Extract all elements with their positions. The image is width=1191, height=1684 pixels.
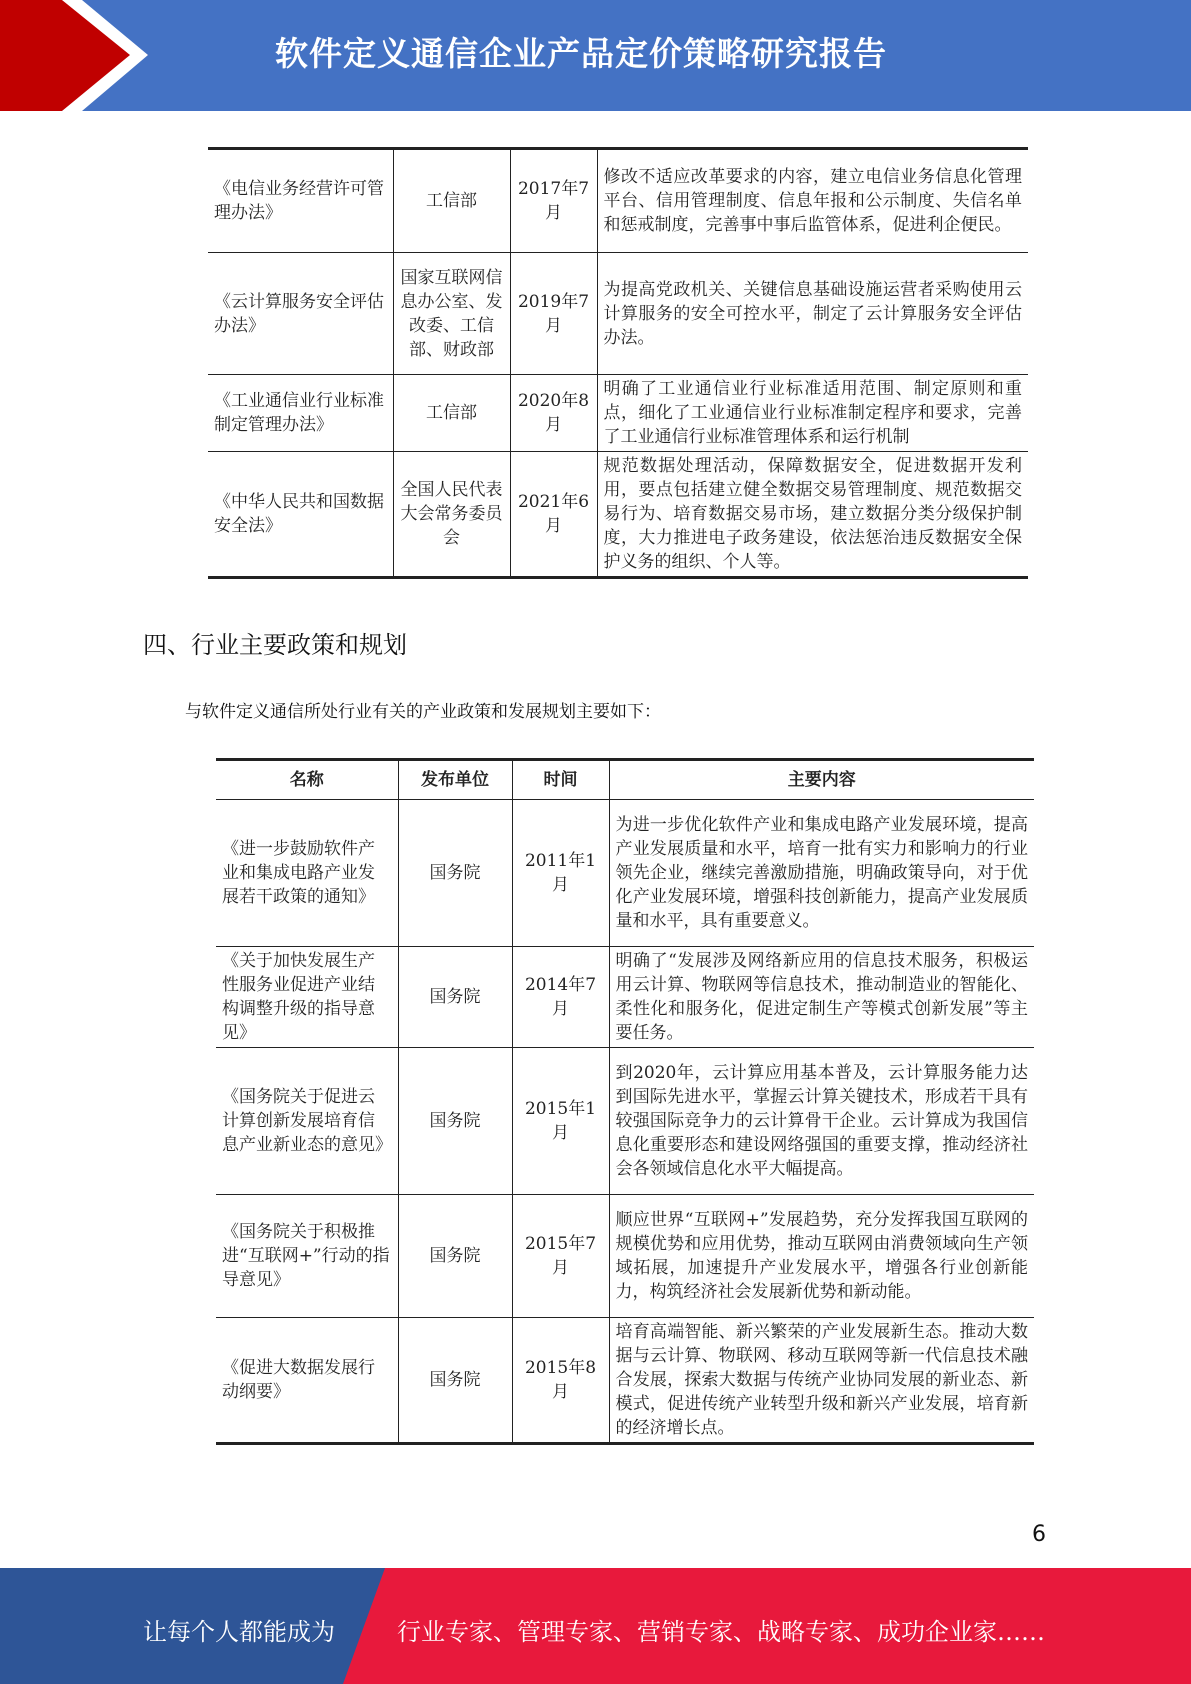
policy-content: 为进一步优化软件产业和集成电路产业发展环境，提高产业发展质量和水平，培育一批有实力和影响力的行业领先企业，继续完善激励措施，明确政策导向，对于优化产业发展环境，增强科技创新能力，提高产业发展质量和水平，具有重要意义。 (609, 800, 1034, 947)
table-row (208, 149, 1028, 253)
policies-table (216, 758, 1034, 1445)
column-header-content: 主要内容 (609, 760, 1034, 800)
regulation-content: 修改不适应改革要求的内容，建立电信业务信息化管理平台、信用管理制度、信息年报和公示制度、失信名单和惩戒制度，完善事中事后监管体系，促进利企便民。 (597, 149, 1028, 253)
policy-issuer: 国务院 (398, 800, 512, 947)
page-number: 6 (1032, 1522, 1046, 1547)
regulation-issuer: 国家互联网信息办公室、发改委、工信部、财政部 (393, 253, 510, 375)
regulation-issuer: 工信部 (393, 375, 510, 452)
regulation-name: 《电信业务经营许可管理办法》 (208, 149, 393, 253)
regulation-issuer: 全国人民代表大会常务委员会 (393, 452, 510, 578)
policy-content: 培育高端智能、新兴繁荣的产业发展新生态。推动大数据与云计算、物联网、移动互联网等新一代信息技术融合发展，探索大数据与传统产业协同发展的新业态、新模式，促进传统产业转型升级和新兴产业发展，培育新的经济增长点。 (609, 1318, 1034, 1444)
policy-issuer: 国务院 (398, 947, 512, 1048)
table-row (208, 452, 1028, 578)
policy-name: 《促进大数据发展行动纲要》 (216, 1318, 398, 1444)
policy-name: 《关于加快发展生产性服务业促进产业结构调整升级的指导意见》 (216, 947, 398, 1048)
regulation-content: 明确了工业通信业行业标准适用范围、制定原则和重点，细化了工业通信业行业标准制定程序和要求，完善了工业通信行业标准管理体系和运行机制 (597, 375, 1028, 452)
table-row (216, 1195, 1034, 1318)
regulation-date: 2019年7月 (510, 253, 597, 375)
policy-issuer: 国务院 (398, 1048, 512, 1195)
table-row (208, 253, 1028, 375)
regulation-name: 《云计算服务安全评估办法》 (208, 253, 393, 375)
column-header-name: 名称 (216, 760, 398, 800)
section-heading: 四、行业主要政策和规划 (143, 631, 407, 659)
policy-date: 2015年1月 (512, 1048, 609, 1195)
regulation-date: 2017年7月 (510, 149, 597, 253)
table-row (216, 1318, 1034, 1444)
policy-date: 2011年1月 (512, 800, 609, 947)
header-band (0, 0, 1191, 111)
policy-content: 明确了“发展涉及网络新应用的信息技术服务，积极运用云计算、物联网等信息技术，推动制造业的智能化、柔性化和服务化，促进定制生产等模式创新发展”等主要任务。 (609, 947, 1034, 1048)
regulations-table (208, 147, 1028, 579)
table-header-row (216, 760, 1034, 800)
table-row (216, 1048, 1034, 1195)
policy-content: 顺应世界“互联网+”发展趋势，充分发挥我国互联网的规模优势和应用优势，推动互联网由消费领域向生产领域拓展，加速提升产业发展水平，增强各行业创新能力，构筑经济社会发展新优势和新动能。 (609, 1195, 1034, 1318)
policy-date: 2014年7月 (512, 947, 609, 1048)
policy-date: 2015年8月 (512, 1318, 609, 1444)
policy-content: 到2020年，云计算应用基本普及，云计算服务能力达到国际先进水平，掌握云计算关键技术，形成若干具有较强国际竞争力的云计算骨干企业。云计算成为我国信息化重要形态和建设网络强国的重要支撑，推动经济社会各领域信息化水平大幅提高。 (609, 1048, 1034, 1195)
section-intro: 与软件定义通信所处行业有关的产业政策和发展规划主要如下： (185, 702, 661, 722)
regulation-name: 《工业通信业行业标准制定管理办法》 (208, 375, 393, 452)
policy-name: 《进一步鼓励软件产业和集成电路产业发展若干政策的通知》 (216, 800, 398, 947)
regulation-content: 规范数据处理活动，保障数据安全，促进数据开发利用，要点包括建立健全数据交易管理制度、规范数据交易行为、培育数据交易市场，建立数据分类分级保护制度，大力推进电子政务建设，依法惩治违反数据安全保护义务的组织、个人等。 (597, 452, 1028, 578)
footer-slogan-left: 让每个人都能成为 (143, 1618, 335, 1646)
footer-band (0, 1568, 1191, 1684)
column-header-date: 时间 (512, 760, 609, 800)
regulation-content: 为提高党政机关、关键信息基础设施运营者采购使用云计算服务的安全可控水平，制定了云计算服务安全评估办法。 (597, 253, 1028, 375)
table-row (216, 800, 1034, 947)
regulation-date: 2021年6月 (510, 452, 597, 578)
policy-name: 《国务院关于促进云计算创新发展培育信息产业新业态的意见》 (216, 1048, 398, 1195)
table-row (208, 375, 1028, 452)
footer-slogan-right: 行业专家、管理专家、营销专家、战略专家、成功企业家…… (397, 1618, 1045, 1646)
policy-date: 2015年7月 (512, 1195, 609, 1318)
regulation-date: 2020年8月 (510, 375, 597, 452)
column-header-issuer: 发布单位 (398, 760, 512, 800)
document-title: 软件定义通信企业产品定价策略研究报告 (275, 34, 887, 73)
policy-name: 《国务院关于积极推进“互联网+”行动的指导意见》 (216, 1195, 398, 1318)
regulation-issuer: 工信部 (393, 149, 510, 253)
policy-issuer: 国务院 (398, 1318, 512, 1444)
policy-issuer: 国务院 (398, 1195, 512, 1318)
table-row (216, 947, 1034, 1048)
regulation-name: 《中华人民共和国数据安全法》 (208, 452, 393, 578)
